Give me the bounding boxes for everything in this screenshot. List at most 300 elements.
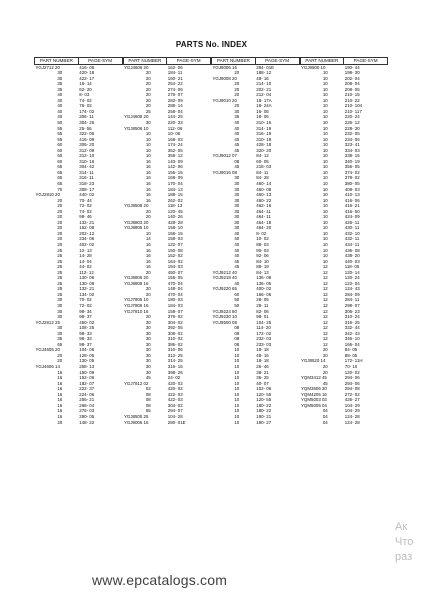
page-sym-cell: 432- 11 [344,236,360,242]
part-number-cell: 20 [145,86,151,92]
part-number-cell: 16 [57,375,63,381]
part-number-cell: 12 [322,325,328,331]
part-number-cell: YGJ4608 20 [124,114,149,120]
part-number-cell: 08 [234,330,240,336]
part-number-cell: 25 [57,253,63,259]
page-sym-cell: 136- 08 [256,275,272,281]
part-number-cell: 10 [322,103,328,109]
page-sym-cell: 392- 05 [167,325,183,331]
part-number-cell: 10 [322,208,328,214]
part-number-cell: 10 [145,230,151,236]
page-sym-cell: 124- 43 [344,286,360,292]
part-number-cell: 30 [234,192,240,198]
part-number-cell: 30 [57,75,63,81]
part-number-cell: 20 [57,208,63,214]
page-sym-cell: 258- 04 [167,108,183,114]
page-sym-cell: 380- 05 [344,180,360,186]
page-sym-cell: 10- 06 [167,131,181,137]
part-number-cell: 16 [145,180,151,186]
part-number-cell: 45 [234,164,240,170]
page-sym-cell: 190- 21 [256,413,272,419]
page-sym-cell: 130- 08 [79,280,95,286]
page-sym-cell: 298- 07 [344,303,360,309]
part-number-cell: 10 [322,192,328,198]
index-column-1 [34,57,123,425]
part-number-cell: 30 [145,364,151,370]
part-number-cell: 10 [145,131,151,137]
page-sym-cell: 190- 27 [256,419,272,425]
part-number-cell: 16 [145,164,151,170]
page-sym-cell: 60- 05 [256,158,269,164]
page-sym-cell: 84- 11 [256,169,269,175]
page-sym-cell: 310- 02 [167,336,183,342]
part-number-cell: 25 [57,280,63,286]
part-number-cell: 40 [234,136,240,142]
page-sym-cell: 316- 15 [167,364,183,370]
page-sym-cell: 156- 05 [167,275,183,281]
part-number-cell: 65 [57,175,63,181]
page-sym-cell: 148- 22 [79,419,95,425]
page-sym-cell: 84- 10 [256,258,269,264]
page-sym-cell: 120- 45 [167,208,183,214]
page-sym-cell: 202- 12 [79,230,95,236]
part-number-cell: 55 [57,131,63,137]
part-number-cell: 10 [234,391,240,397]
page-sym-cell: 84- 12 [256,153,269,159]
part-number-cell: 16 [57,408,63,414]
part-number-cell: 60 [57,142,63,148]
page-sym-cell: 306- 23 [344,308,360,314]
part-number-cell: YGJ9016 08 [212,169,237,175]
page-sym-cell: 294- 06 [344,375,360,381]
page-sym-cell: 304- 02 [167,402,183,408]
page-sym-cell: 132- 21 [79,219,95,225]
part-number-cell: 10 [322,70,328,76]
page-sym-cell: 130- 05 [79,358,95,364]
page-sym-cell: 18- 18 [256,347,269,353]
part-number-cell: 20 [234,81,240,87]
part-number-cell: 10 [322,197,328,203]
part-number-cell: YQM5005 04 [301,402,327,408]
page-sym-cell: 416- 21 [344,203,360,209]
part-number-cell: YQM5003 03 [301,397,327,403]
part-number-cell: YGJ8806 20 [124,275,149,281]
page-sym-cell: 314- 25 [167,358,183,364]
page-sym-cell: 440- 03 [344,258,360,264]
part-number-cell: 10 [322,253,328,259]
part-number-cell: 16 [145,242,151,247]
part-number-cell: 16 [145,258,151,264]
part-number-cell: 08 [234,341,240,347]
part-number-cell: 20 [57,242,63,247]
part-number-cell: 30 [57,308,63,314]
part-number-cell: 20 [145,75,151,81]
part-number-cell: 25 [57,275,63,281]
page-sym-cell: 284- 11 [344,297,360,303]
page-sym-cell: 420- 02 [167,386,183,392]
page-sym-cell: 420- 02 [167,380,183,386]
part-number-cell: 25 [57,247,63,253]
page-sym-cell: 430- 11 [344,225,360,231]
page-sym-cell: 16- 05 [256,108,269,114]
page-sym-cell: 428- 18 [256,142,272,148]
part-number-cell: 10 [322,164,328,170]
page-sym-cell: 158- 10 [167,225,183,231]
page-sym-cell: 74- 02 [79,208,92,214]
part-number-cell: 10 [322,258,328,264]
part-number-cell: 35 [234,114,240,120]
page-sym-cell: 462- 16 [256,203,272,209]
page-sym-cell: 202- 21 [256,86,272,92]
part-number-cell: 16 [145,158,151,164]
page-sym-cell: 400- 02 [256,286,272,292]
part-number-cell: 10 [145,142,151,148]
part-number-cell: 16 [57,386,63,392]
page-sym-cell: 8- 03 [79,92,90,98]
part-number-cell: 40 [234,230,240,236]
part-number-cell: 10 [322,142,328,148]
part-number-cell: 30 [145,358,151,364]
page-sym-cell: 124- 28 [344,413,360,419]
page-sym-cell: 232- 05 [344,131,360,137]
page-sym-cell: 172- 02 [256,330,272,336]
page-sym-cell: 338- 15 [344,153,360,159]
part-number-cell: 60 [234,291,240,297]
part-number-cell: 20 [145,269,151,275]
part-number-cell: 10 [322,214,328,220]
part-number-cell: 30 [145,369,151,375]
part-number-cell: 45 [234,147,240,153]
page-sym-cell: 464- 11 [256,214,271,220]
page-sym-cell: 118- 05 [344,264,360,270]
page-sym-cell: 174- 02 [79,108,95,114]
page-sym-cell: 130- 06 [79,275,95,281]
part-number-cell: 16 [145,264,151,270]
part-number-cell: 50 [234,303,240,309]
page-sym-cell: 426- 11 [344,219,360,225]
part-number-cell: 10 [145,153,151,159]
part-number-cell: 12 [322,297,328,303]
part-number-cell: 20 [57,358,63,364]
page-sym-cell: 142- 06 [167,164,183,170]
part-number-cell: 10 [234,358,240,364]
part-number-cell: 10 [234,419,240,425]
part-number-cell: 30 [145,325,151,331]
part-number-cell: 16 [145,175,151,181]
part-number-cell: 08 [234,336,240,342]
page-sym-cell: 144- 25 [167,114,183,120]
part-number-cell: 20 [145,97,151,103]
page-sym-cell: 408- 03 [344,186,360,192]
page-sym-cell: 410- 13 [344,192,360,198]
part-number-cell: YGJ9220 65 [212,286,237,292]
page-sym-cell: 104- 29 [344,402,360,408]
part-number-cell: 20 [322,352,328,358]
part-number-cell: 70 [57,186,63,192]
part-number-cell: 20 [322,347,328,353]
part-number-cell: 20 [145,103,151,109]
part-number-cell: YGJ7805 10 [124,297,149,303]
part-number-cell: 10 [322,203,328,209]
part-number-cell: 40 [57,103,63,109]
part-number-cell: 30 [234,219,240,225]
part-number-cell: 30 [234,180,240,186]
page-sym-cell: 316- 19 [256,131,272,137]
page-sym-cell: 8- 02 [256,230,267,236]
page-sym-cell: 304- 02 [167,319,183,325]
part-number-cell: 12 [322,330,328,336]
part-number-cell: 30 [234,225,240,231]
page-sym-cell: 14- 28 [79,253,92,259]
part-number-cell: 30 [145,336,151,342]
page-sym-cell: 460- 22 [256,197,272,203]
page-sym-cell: 70- 44 [79,197,92,203]
page-sym-cell: 25- 56 [79,125,92,131]
page-sym-cell: 180- 22 [256,408,272,414]
page-sym-cell: 428- 28 [167,219,183,225]
part-number-cell: 16 [145,192,151,198]
page-sym-cell: 152- 06 [79,375,95,381]
page-sym-cell: 272- 02 [344,391,360,397]
page-sym-cell: 450- 07 [167,269,183,275]
part-number-cell: 20 [234,70,240,76]
part-number-cell: 40 [234,280,240,286]
part-number-cell: 10 [322,114,328,120]
page-sym-cell: 308- 02 [167,330,183,336]
page-sym-cell: 180- 22 [256,402,272,408]
part-number-cell: 12 [322,275,328,281]
page-sym-cell: 450- 02 [79,319,95,325]
part-number-cell: 10 [234,352,240,358]
page-sym-cell: 262- 02 [167,197,183,203]
part-number-cell: YGJ9500 10 [301,64,326,70]
part-number-cell: 10 [322,108,328,114]
part-number-cell: 04 [322,419,328,425]
page-sym-cell: 134- 02 [79,291,95,297]
page-sym-cell: 120- 24 [344,275,360,281]
part-number-cell: 10 [322,81,328,87]
page-sym-cell: 88- 19 [256,264,269,270]
part-number-cell: 55 [145,408,151,414]
page-sym-cell: 416- 06 [344,197,360,203]
page-sym-cell: 210- 22 [344,97,360,103]
page-sym-cell: 104- 25 [256,319,272,325]
part-number-cell: YGJ8520 14 [301,358,326,364]
page-sym-cell: 234- 06 [79,236,95,242]
part-number-cell: 20 [145,81,151,87]
part-number-cell: 40 [234,242,240,247]
part-number-cell: 16 [57,369,63,375]
part-number-cell: 10 [322,169,328,175]
part-number-cell: 40 [57,114,63,120]
page-sym-cell: 386- 02 [167,341,183,347]
part-number-cell: 55 [57,136,63,142]
part-number-cell: YGJ8506 10 [124,125,149,131]
part-number-cell: 30 [57,330,63,336]
page-sym-cell: 188- 15 [167,192,183,198]
page-sym-cell: 36- 25 [256,375,269,381]
page-sym-cell: 208- 04 [344,81,360,87]
part-number-cell: 25 [57,291,63,297]
watermark-url[interactable]: www.epcatalogs.com [92,572,228,588]
page-sym-cell: 70- 10 [344,364,358,370]
page-sym-cell: 104- 06 [79,347,95,353]
page-sym-cell: 310- 19 [256,136,272,142]
part-number-cell: 10 [322,131,328,137]
part-number-cell: 30 [145,319,151,325]
page-sym-cell: 464- 20 [256,225,272,231]
page-sym-cell: 120- 55 [256,391,272,397]
page-sym-cell: 334- 03 [344,147,360,153]
header-part-number: PART NUMBER [212,58,256,65]
page-sym-cell: 420- 18 [79,70,95,76]
page-sym-cell: 218- 03 [256,164,272,170]
page-sym-cell: 318- 23 [79,180,95,186]
part-number-cell: YGJ9006 16 [124,419,149,425]
page-sym-cell: 214- 10 [256,81,272,87]
part-number-cell: 20 [322,364,328,370]
part-number-cell: YGJ8808 16 [124,280,149,286]
page-sym-cell: 398- 26 [167,369,183,375]
part-number-cell: 45 [322,380,328,386]
page-sym-cell: 168- 03 [167,136,183,142]
part-number-cell: 45 [145,375,151,381]
page-sym-cell: 208- 05 [344,86,360,92]
page-sym-cell: 84- 28 [256,175,269,181]
page-sym-cell: 308- 17 [79,186,95,192]
page-sym-cell: 18- 17A [256,97,272,103]
part-number-cell: 10 [234,347,240,353]
page-sym-cell: 416- 09 [79,136,95,142]
page-sym-cell: 128- 05 [79,352,95,358]
part-number-cell: 45 [234,142,240,148]
part-number-cell: 08 [234,325,240,331]
page-sym-cell: 24- 02 [167,375,181,381]
page-sym-cell: 14- 04 [79,258,92,264]
part-number-cell: 60 [57,153,63,159]
part-number-cell: 12 [322,269,328,275]
page-sym-cell: 122- 07 [167,242,183,247]
part-number-cell: 10 [322,158,328,164]
index-column-2 [123,57,212,425]
page-sym-cell: 194- 03 [167,264,183,270]
part-number-cell: 30 [234,186,240,192]
page-sym-cell: 28- 05 [256,297,269,303]
part-number-cell: 20 [57,230,63,236]
page-sym-cell: 306- 11 [79,114,94,120]
page-sym-cell: 340- 19 [344,158,360,164]
part-number-cell: 35 [57,86,63,92]
page-sym-cell: 332- 44 [344,325,360,331]
page-sym-cell: 436- 08 [344,247,360,253]
part-number-cell: 40 [57,97,63,103]
page-sym-cell: 212- 04 [256,92,272,98]
page-sym-cell: 84- 13 [256,269,269,275]
parts-index-table [34,57,388,425]
part-number-cell: 30 [57,325,63,331]
part-number-cell: 10 [322,186,328,192]
page-sym-cell: 164- 02 [167,258,183,264]
page-sym-cell: 48- 16 [256,75,269,81]
page-sym-cell: 162- 06 [167,64,183,70]
part-number-cell: YGJ4605 20 [35,347,60,353]
part-number-cell: 08 [145,402,151,408]
page-sym-cell: 294- 07 [167,408,183,414]
page-sym-cell: 174- 24 [167,142,183,148]
part-number-cell: 10 [234,375,240,381]
part-number-cell: 20 [145,291,151,297]
page-sym-cell: 438- 20 [344,253,360,259]
part-number-cell: 12 [322,341,328,347]
part-number-cell: 45 [234,264,240,270]
page-sym-cell: 460- 13 [256,192,272,198]
table-row [300,420,388,426]
page-sym-cell: 434- 11 [344,242,360,247]
part-number-cell: 04 [322,408,328,414]
header-part-number: PART NUMBER [123,58,167,65]
part-number-cell: 12 [322,308,328,314]
page-sym-cell: 182- 07 [79,380,95,386]
table-row [123,420,211,426]
part-number-cell: 20 [234,92,240,98]
page-sym-cell: 98- 33 [79,330,92,336]
page-sym-cell: 120- 55 [256,397,272,403]
page-sym-cell: 220- 24 [344,114,360,120]
page-sym-cell: 282- 09 [167,97,183,103]
page-sym-cell: 76- 02 [79,103,92,109]
part-number-cell: 20 [145,92,151,98]
page-sym-cell: 416- 06 [79,64,95,70]
part-number-cell: YGJ8803 20 [124,219,149,225]
header-part-number: PART NUMBER [35,58,79,65]
page-sym-cell: 168- 09 [167,175,183,181]
page-sym-cell: 136- 05 [256,280,272,286]
page-sym-cell: 198- 30 [344,70,360,76]
part-number-cell: 30 [234,197,240,203]
part-number-cell: 20 [145,314,151,320]
page-sym-cell: 310- 24 [344,314,360,320]
page-sym-cell: 112- 06 [167,125,183,131]
part-number-cell: 08 [145,391,151,397]
part-number-cell: 08 [145,397,151,403]
page-sym-cell: 342- 43 [344,330,360,336]
part-number-cell: YGJ9010 20 [212,97,237,103]
part-number-cell: 40 [234,131,240,137]
page-sym-cell: 108- 25 [79,325,95,331]
part-number-cell: 30 [234,203,240,209]
part-number-cell: 30 [234,208,240,214]
page-sym-cell: 140- 26 [167,214,183,220]
page-sym-cell: 102- 06 [256,386,272,392]
page-sym-cell: 88- 03 [256,242,269,247]
page-sym-cell: 170- 04 [167,180,183,186]
part-number-cell: 20 [145,286,151,292]
part-number-cell: 16 [57,380,63,386]
part-number-cell: 40 [234,236,240,242]
page-sym-cell: 422- 03 [167,391,183,397]
part-number-cell: 10 [234,413,240,419]
part-number-cell: 10 [322,230,328,236]
page-sym-cell: 188- 12 [256,70,272,76]
page-sym-cell: 356- 05 [344,164,360,170]
page-sym-cell: 226- 12 [344,119,360,125]
page-sym-cell: 18- 05 [256,114,269,120]
page-sym-cell: 224- 06 [79,391,95,397]
page-sym-cell: 322- 06 [79,131,95,137]
part-number-cell: YGJ7812 02 [124,380,149,386]
page-sym-cell: 280- 01E [167,419,186,425]
part-number-cell: YGJ9012 07 [212,153,237,159]
